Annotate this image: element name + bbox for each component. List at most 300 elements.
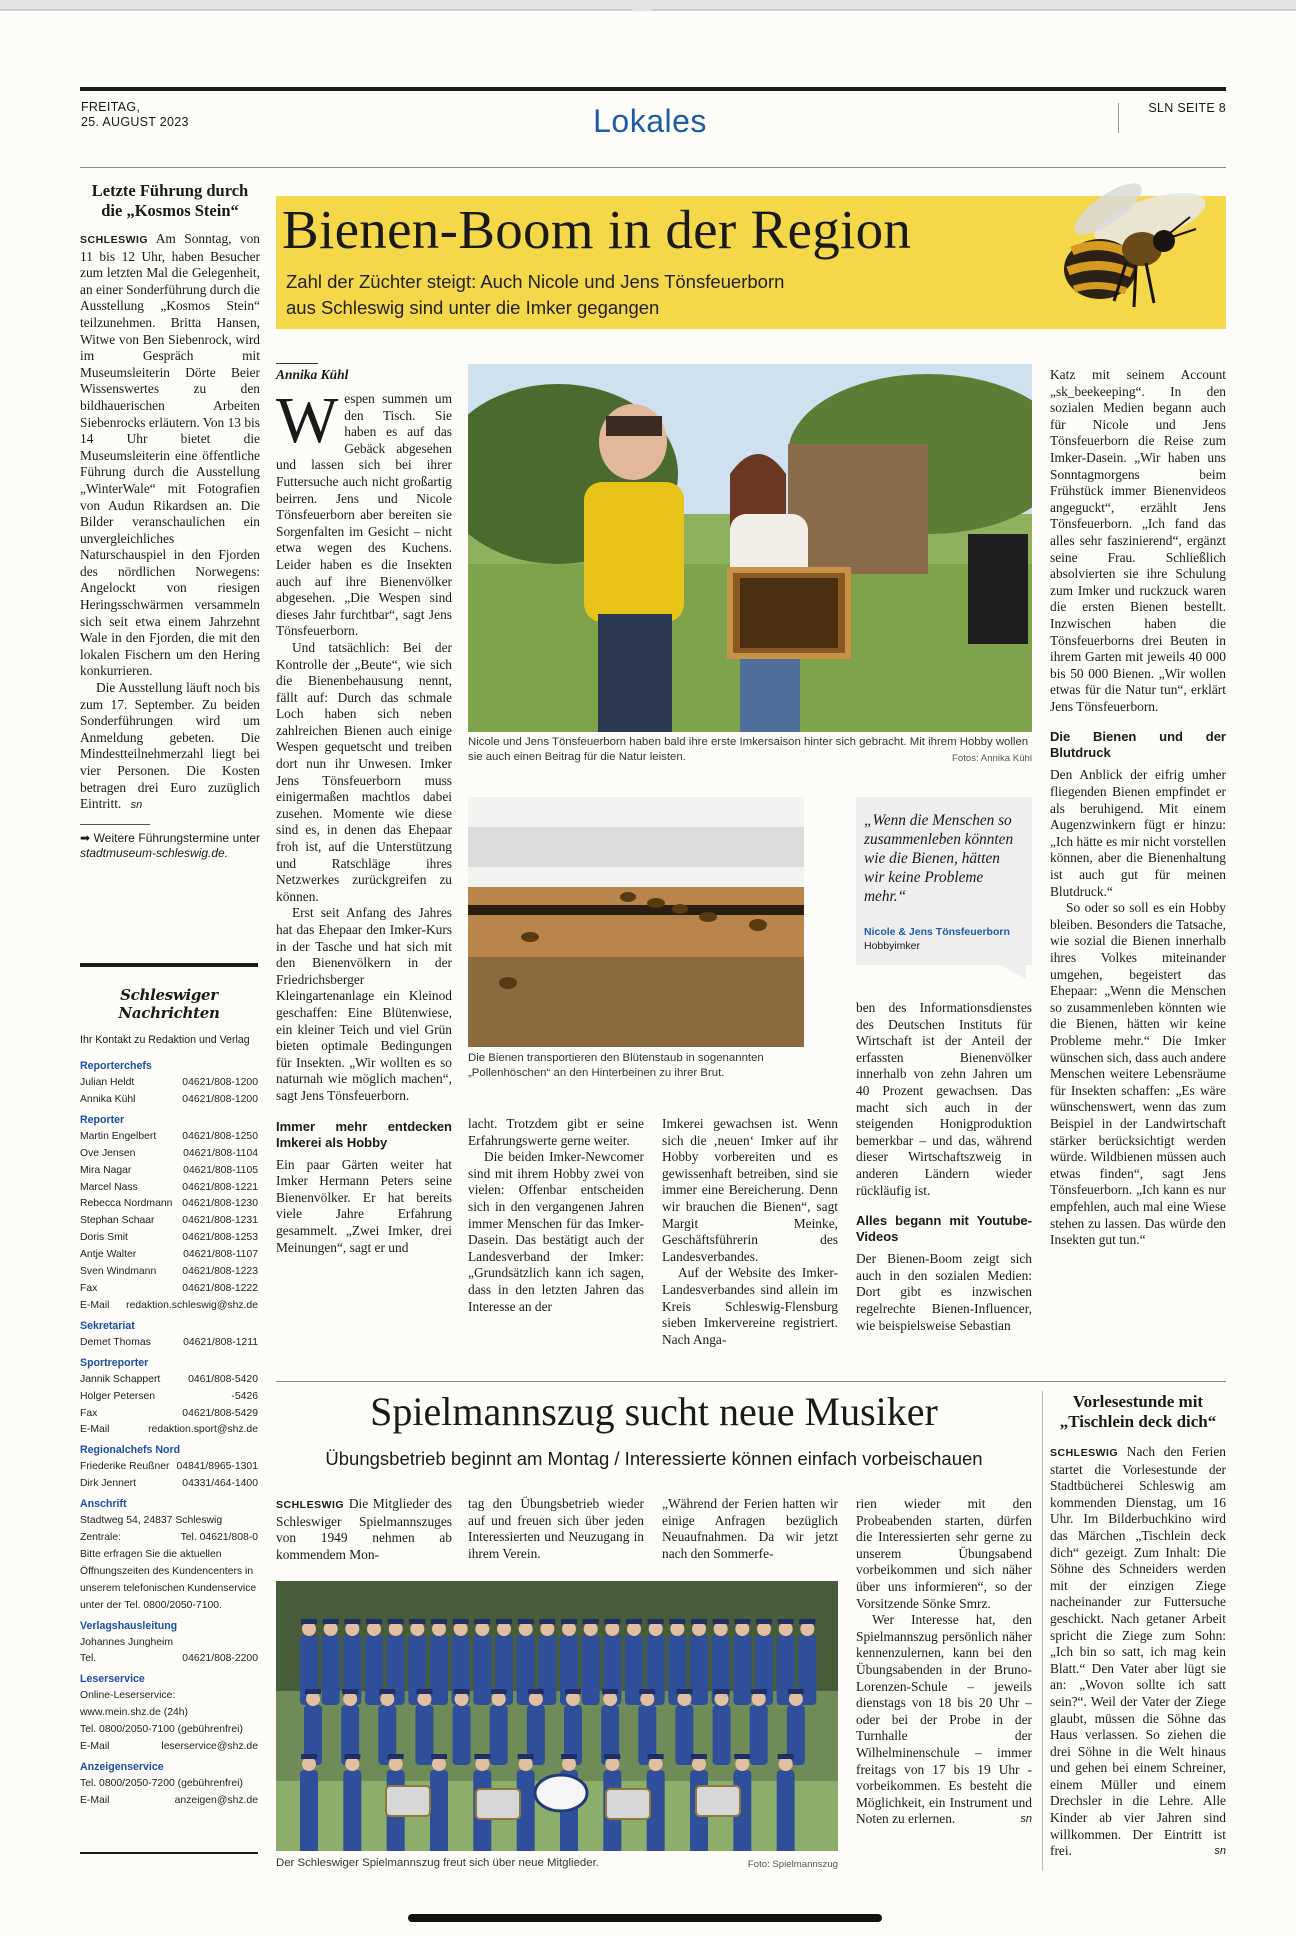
contact-note: Bitte erfragen Sie die aktuellen Öffnungszeiten des Kundencenters in unserem telefonischen Kundenservice unter der Tel. 0800/2050-7100. [80, 1548, 257, 1611]
contact-heading: Regionalchefs Nord [80, 1444, 181, 1457]
band-member [733, 1635, 751, 1705]
band-member-cap [691, 1754, 707, 1759]
band-member-cap [344, 1754, 360, 1759]
bee-col-3 [662, 1116, 838, 1348]
read-article-signature: sn [1214, 1845, 1226, 1858]
contact-name: Ove Jensen [80, 1147, 136, 1159]
contact-value: 04621/808-1222 [182, 1282, 258, 1294]
band-member-head [417, 1692, 431, 1706]
band-member-head [640, 1692, 654, 1706]
band-member [582, 1635, 600, 1705]
contact-value: 04621/808-1221 [182, 1181, 258, 1193]
bee-col5-p1: Katz mit seinem Account „sk_beekeeping“. In den sozialen Medien begann auch für Nicole und Jens Tönsfeuerborn die Reise zum Imker-Dasein. „Wir haben uns Sonntagmorgens beim Frühstück immer Bienenvideos angeguckt“, erzählt Jens Tönsfeuerborn. „Ich fand das alles sehr faszinierend“, ergänzt seine Frau. Schließlich absolvierten sie ihre Schulung zum Imker und ruckzuck waren die ersten Bienen bestellt. Inzwischen haben die Tönsfeuerborns drei Beuten in ihrem Garten mit jeweils 40 000 bis 50 000 Bienen. „Wir wollen etwas für die Natur tun“, erklärt Jens Tönsfeuerborn. [1050, 367, 1226, 714]
read-article-body [1050, 1444, 1226, 1860]
bee-dropcap: W [276, 384, 339, 457]
band-member-head [677, 1692, 691, 1706]
bee-col1-p2: Und tatsächlich: Bei der Kontrolle der „Beute“, wie sich die Bienenbehausung nennt, fällt auf: Durch das schmale Loch haben sich neben zahlreichen Bienen auch einige Wespen gequetscht und treiben dort nun ihr Unwesen. Imker Jens Tönsfeuerborn muss einigermaßen machtlos dabei zusehen. Momente wie diese sind es, in denen das Ehepaar froh ist, auf die Unterstützung und Ratschläge ihres Netzwerkes zurückgreifen zu können. [276, 639, 452, 904]
contact-heading: Leserservice [80, 1673, 145, 1686]
band-member [453, 1705, 471, 1765]
band-member [777, 1770, 795, 1851]
contact-value: leserservice@shz.de [161, 1741, 258, 1753]
left-note-link[interactable]: stadtmuseum-schleswig.de. [80, 845, 229, 860]
contact-name: Dirk Jennert [80, 1478, 137, 1490]
header-date-text: 25. AUGUST 2023 [81, 115, 189, 129]
band-member-cap [474, 1619, 490, 1624]
page-number: SLN SEITE 8 [1148, 101, 1226, 115]
band-member-head [584, 1622, 598, 1636]
band-member-head [455, 1692, 469, 1706]
band-member-cap [323, 1619, 339, 1624]
contact-name: Fax [80, 1407, 98, 1419]
author-rule [276, 363, 318, 364]
band-member-cap [714, 1689, 730, 1694]
contact-top-rule [80, 963, 258, 967]
contact-row [80, 1230, 258, 1247]
quote-author: Nicole & Jens Tönsfeuerborn [864, 926, 1010, 938]
contact-row [80, 1163, 258, 1180]
contact-name: Holger Petersen [80, 1390, 156, 1402]
band-member-cap [453, 1619, 469, 1624]
photo-beekeepers [468, 364, 1032, 732]
contact-value: 04621/808-1211 [183, 1336, 258, 1348]
section-title: Lokales [593, 103, 707, 139]
bee-headline: Bienen-Boom in der Region [282, 199, 912, 260]
band-member-head [800, 1622, 814, 1636]
band-member-cap [676, 1689, 692, 1694]
contact-name: Jannik Schappert [80, 1373, 161, 1385]
band-member-head [454, 1622, 468, 1636]
band-member-head [605, 1757, 619, 1771]
contact-value: 04621/808-1107 [183, 1249, 258, 1261]
contact-name: Fax [80, 1282, 98, 1294]
band-member-head [410, 1622, 424, 1636]
band-member-cap [734, 1754, 750, 1759]
band-member-head [475, 1757, 489, 1771]
band-member-cap [431, 1754, 447, 1759]
contact-name: Marcel Nass [80, 1181, 138, 1193]
contact-row [80, 1075, 258, 1092]
contact-name: Martin Engelbert [80, 1130, 157, 1142]
contact-value: 04621/808-1200 [182, 1093, 258, 1105]
left-article-location: SCHLESWIG [80, 234, 149, 246]
band-member-head [566, 1692, 580, 1706]
band-member [415, 1705, 433, 1765]
contact-name: Julian Heldt [80, 1077, 135, 1088]
band-member-head [475, 1622, 489, 1636]
contact-row [80, 1406, 258, 1423]
photo-hive-bees [468, 797, 804, 1047]
band-member-head [649, 1757, 663, 1771]
band-member [750, 1705, 768, 1765]
contact-row [80, 1281, 258, 1298]
band-member-cap [648, 1619, 664, 1624]
band-photo-caption-text: Der Schleswiger Spielmannszug freut sich über neue Mitglieder. [276, 1857, 599, 1869]
contact-name: Stadtweg 54, 24837 Schleswig [80, 1515, 223, 1527]
band-member-cap [305, 1689, 321, 1694]
band-member-cap [342, 1689, 358, 1694]
band-member [473, 1635, 491, 1705]
arrow-right-icon: ➡ [80, 830, 91, 845]
read-article [1050, 1392, 1226, 1860]
band-member-head [324, 1622, 338, 1636]
band-member-cap [669, 1619, 685, 1624]
band-member-cap [409, 1619, 425, 1624]
band-member-head [670, 1622, 684, 1636]
band-member-cap [454, 1689, 470, 1694]
contact-row [80, 1092, 258, 1109]
contact-name: Tel. [80, 1653, 97, 1665]
band-member-head [306, 1692, 320, 1706]
read-article-title: Vorlesestunde mit „Tischlein deck dich“ [1059, 1392, 1217, 1431]
band-member-head [603, 1692, 617, 1706]
photo1-caption [468, 735, 1032, 766]
left-article-note [80, 831, 260, 861]
quote-role: Hobbyimker [864, 940, 921, 952]
left-article-p2-wrap [80, 680, 260, 814]
contact-row [80, 1739, 258, 1756]
band-member-cap [778, 1619, 794, 1624]
bee-col3-p2: Auf der Website des Imker-Landesverbandes sind allein im Kreis Schleswig-Flensburg sieben Imkervereine registriert. Nach Anga- [662, 1265, 838, 1347]
band-member-head [529, 1692, 543, 1706]
contact-name: Johannes Jungheim [80, 1636, 174, 1648]
band-member-cap [648, 1754, 664, 1759]
band-member-head [789, 1692, 803, 1706]
band-photo-credit: Foto: Spielmannszug [747, 1859, 838, 1870]
contact-value: 04621/808-1105 [183, 1164, 258, 1176]
band-member-head [492, 1692, 506, 1706]
bee-col2-p1: lacht. Trotzdem gibt er seine Erfahrungswerte gerne weiter. [468, 1116, 644, 1148]
band-member-cap [301, 1754, 317, 1759]
band-member-head [752, 1692, 766, 1706]
band-member-head [735, 1757, 749, 1771]
contact-row [80, 1247, 258, 1264]
bee-subhead-youtube: Alles begann mit Youtube-Videos [856, 1213, 1032, 1245]
bee-subheadline-line2: aus Schleswig sind unter die Imker gegangen [286, 297, 660, 318]
band-col1-text: Die Mitglieder des Schleswiger Spielmannszuges von 1949 nehmen ab kommendem Mon- [276, 1496, 452, 1562]
newspaper-page [0, 11, 1296, 1936]
band-member [322, 1635, 340, 1705]
contact-row [80, 1180, 258, 1197]
contact-row [80, 1776, 258, 1793]
band-member-head [497, 1622, 511, 1636]
band-member-head [562, 1757, 576, 1771]
band-member-cap [734, 1619, 750, 1624]
band-member [343, 1770, 361, 1851]
left-article-p2: Die Ausstellung läuft noch bis zum 17. September. Zu beiden Sonderführungen wird um Anmeldung gebeten. Die Mindestteilnehmerzahl liegt bei vier Personen. Die Kosten betragen drei Euro zuzüglich Eintritt. [80, 680, 260, 812]
contact-row [80, 1722, 258, 1739]
contact-row [80, 1422, 258, 1439]
quote-text: „Wenn die Menschen so zusammenleben könnten wie die Bienen, hätten wir keine Probleme mehr.“ [864, 812, 1014, 905]
header-date [81, 100, 189, 130]
contact-name: Stephan Schaar [80, 1215, 155, 1227]
band-member-cap [788, 1689, 804, 1694]
band-member-cap [528, 1689, 544, 1694]
bee-col1-lead [276, 384, 452, 640]
contact-row [80, 1389, 258, 1406]
band-member-head [692, 1622, 706, 1636]
bee-illustration [1030, 179, 1226, 329]
contact-name: E-Mail [80, 1741, 110, 1753]
contact-row [80, 1688, 258, 1705]
header-top-rule [80, 87, 1226, 91]
contact-row [80, 1298, 258, 1315]
band-member [430, 1770, 448, 1851]
header-day: FREITAG, [81, 100, 141, 114]
contact-box [80, 986, 258, 1810]
band-member-cap [474, 1754, 490, 1759]
contact-row [80, 1513, 258, 1530]
lower-section-rule [276, 1381, 1226, 1382]
contact-row [80, 1146, 258, 1163]
photo1-caption-text: Nicole und Jens Tönsfeuerborn haben bald ihre erste Imkersaison hinter sich gebracht. Mit ihrem Hobby wollen sie auch einen Beitrag für die Natur leisten. [468, 736, 1029, 763]
contact-value: redaktion.sport@shz.de [148, 1424, 258, 1436]
photo1-credit: Fotos: Annika Kühl [952, 752, 1032, 764]
band-member [690, 1635, 708, 1705]
band-member-cap [379, 1689, 395, 1694]
contact-value: 04621/808-1230 [182, 1198, 258, 1210]
band-subheadline: Übungsbetrieb beginnt am Montag / Interessierte können einfach vorbeischauen [325, 1448, 983, 1469]
left-article-p1: Am Sonntag, von 11 bis 12 Uhr, haben Besucher zum letzten Mal die Gelegenheit, an einer Sonderführung durch die Ausstellung „Kosmos Stein“ teilzunehmen. Britta Hansen, Witwe von Ben Siebenrock, wird im Gespräch mit Museumsleiterin Dörte Beier Wissenswertes zu den bildhauerischen Arbeiten Siebenrocks erläutern. Von 13 bis 14 Uhr bietet die Museumsleiterin eine öffentliche Führung durch die Ausstellung „WinterWale“ mit Fotografien von Audun Rikardsen an. Die Bilder veranschaulichen ein unvergleichliches Naturschauspiel in den Fjorden des nördlichen Norwegens: Angelockt von riesigen Heringsschwärmen versammeln sich seit etwa einem Jahrzehnt Wale in den Fjorden, die mit den lokalen Fischern um den Hering konkurrieren. [80, 231, 260, 679]
contact-value: 04621/808-1200 [182, 1077, 258, 1088]
photo-marching-band [276, 1581, 838, 1851]
band-member-cap [583, 1619, 599, 1624]
band-member-head [432, 1622, 446, 1636]
contact-name: Rebecca Nordmann [80, 1198, 173, 1210]
contact-name: Online-Leserservice: [80, 1690, 176, 1702]
band-member [625, 1635, 643, 1705]
band-member-head [432, 1757, 446, 1771]
bee-subheadline-line1: Zahl der Züchter steigt: Auch Nicole und Jens Tönsfeuerborn [286, 271, 785, 292]
band-member-head [367, 1622, 381, 1636]
bee-subheadline [286, 269, 784, 321]
contact-heading: Verlagshausleitung [80, 1619, 178, 1632]
left-article-signature: sn [130, 799, 143, 812]
contact-name: Antje Walter [80, 1249, 137, 1261]
band-col-1 [276, 1496, 452, 1563]
band-member-cap [388, 1754, 404, 1759]
band-signature: sn [1020, 1813, 1032, 1826]
band-member-head [627, 1622, 641, 1636]
contact-bottom-rule [80, 1852, 258, 1854]
band-col4-p1: rien wieder mit den Probeabenden starten, dürfen die Interessierten sehr gerne zu unserem Übungsabend vorbeikommen und sich näher über uns informieren“, so der Vorsitzende Sönke Smrz. [856, 1496, 1032, 1611]
band-member-cap [778, 1754, 794, 1759]
bee-col4-p1: ben des Informationsdienstes des Deutschen Instituts für Wirtschaft ist der Anteil der erfassten Bienenvölker innerhalb von zehn Jahren um 40 Prozent gewachsen. Das macht sich auch in der steigenden Honigproduktion bemerkbar – und das, während dieser Wirtschaftszweig in anderen Ländern wieder rückläufig ist. [856, 1000, 1032, 1198]
band-location: SCHLESWIG [276, 1499, 345, 1511]
band-member-cap [751, 1689, 767, 1694]
band-member-head [380, 1692, 394, 1706]
band-member-head [605, 1622, 619, 1636]
contact-name: Tel. 0800/2050-7100 (gebührenfrei) [80, 1724, 243, 1736]
band-member-cap [561, 1754, 577, 1759]
contact-value: anzeigen@shz.de [174, 1794, 258, 1806]
contact-value: 04621/808-1223 [182, 1266, 258, 1278]
band-member-cap [518, 1754, 534, 1759]
photo2-caption: Die Bienen transportieren den Blütenstaub in sogenannten „Pollenhöschen“ an den Hinterbeinen zu ihrer Brut. [468, 1052, 764, 1079]
band-member-head [779, 1757, 793, 1771]
contact-row [80, 1213, 258, 1230]
contact-value: Tel. 04621/808-0 [180, 1532, 258, 1544]
contact-name: Zentrale: [80, 1532, 122, 1544]
bee-col5-p3: So oder so soll es ein Hobby bleiben. Besonders die Tatsache, wie sozial die Bienen innerhalb ihres Volkes miteinander umgehen, begeistert das Ehepaar: „Wenn die Menschen so zusammenleben könnten wie die Bienen, hätten wir keine Probleme mehr.“ Die Imker wünschen sich, dass auch andere Menschen weitere Lebensräume für Insekten schaffen: „Es wäre wünschenswert, wenn das zum Beispiel in der Landwirtschaft stärker berücksichtigt werden würde. Wildbienen müssen auch etwas finden“, sagt Jens Tönsfeuerborn. „Ich kann es nur empfehlen, auch mal eine Wiese stehen zu lassen. Das würde den Insekten gut tun.“ [1050, 900, 1226, 1248]
band-member [490, 1705, 508, 1765]
contact-name: Sven Windmann [80, 1266, 157, 1278]
band-member [300, 1770, 318, 1851]
contact-name: Demet Thomas [80, 1336, 151, 1348]
band-member-head [345, 1757, 359, 1771]
contact-name: Annika Kühl [80, 1093, 136, 1105]
band-member-cap [416, 1689, 432, 1694]
contact-row [80, 1129, 258, 1146]
band-member-head [714, 1622, 728, 1636]
band-member-cap [388, 1619, 404, 1624]
read-article-location: SCHLESWIG [1050, 1447, 1119, 1459]
band-col4-p2: Wer Interesse hat, den Spielmannszug persönlich näher kennenzulernen, kann bei den Übungsabenden in der Bruno-Lorenzen-Schule – jeweils dienstags von 18 bis 20 Uhr – oder bei der Probe in der Turnhalle der Wilhelminenschule – immer freitags von 17 bis 19 Uhr - vorbeikommen. Es besteht die Möglichkeit, ein Instrument und Noten zu erlernen. [856, 1612, 1032, 1827]
band-member-cap [518, 1619, 534, 1624]
contact-value: 04621/808-5429 [182, 1407, 258, 1419]
band-member-cap [301, 1619, 317, 1624]
home-indicator[interactable] [408, 1914, 882, 1922]
contact-row [80, 1335, 258, 1352]
band-member-head [779, 1622, 793, 1636]
contact-name: E-Mail [80, 1794, 110, 1806]
band-member-cap [604, 1754, 620, 1759]
bee-col5-p2: Den Anblick der eifrig umher fliegenden Bienen empfindet er als beruhigend. Mit einem Augenzwinkern fügt er hinzu: „Ich hätte es mir nicht vorstellen können, aber die Bienenhaltung ist auch gut für meinen Blutdruck.“ [1050, 767, 1226, 899]
bee-col1-p4: Ein paar Gärten weiter hat Imker Hermann Peters seine Bienenvölker. Er hat bereits viele Jahre Erfahrung gesammelt. „Zwei Imker, drei Meinungen“, sagt er und [276, 1156, 452, 1255]
band-col-3: „Während der Ferien hatten wir einige Anfragen bezüglich Neuaufnahmen. Da wir jetzt nach den Sommerfe- [662, 1496, 838, 1561]
bee-col2-p2: Die beiden Imker-Newcomer sind mit ihrem Hobby zwei von vielen: Offenbar entscheiden sich in den vergangenen Jahren immer Menschen für das Imker-Dasein. Das bestätigt auch der Landesverband der Imker: „Grundsätzlich kann ich sagen, dass in den letzten Jahren das Interesse an der [468, 1149, 644, 1314]
band-member-head [389, 1622, 403, 1636]
contact-value: 04841/8965-1301 [176, 1461, 258, 1473]
contact-value: redaktion.schleswig@shz.de [126, 1299, 258, 1311]
contact-value: -5426 [231, 1390, 258, 1402]
bee-col1-p3: Erst seit Anfang des Jahres hat das Ehepaar den Imker-Kurs in der Tasche und hat sich mit den Bienenvölkern in der Friedrichsberger Kleingartenanlage ein Kleinod geschaffen: Eine Blütenwiese, ein kleiner Teich und viel Grün bieten optimale Bedingungen für Insekten. „Wir wollten es so naturnah wie möglich machen“, sagt Jens Tönsfeuerborn. [276, 905, 452, 1103]
contact-value: 04621/808-1104 [183, 1147, 258, 1159]
contact-value: 04621/808-1250 [182, 1130, 258, 1142]
band-member-head [692, 1757, 706, 1771]
band-photo-caption [276, 1856, 838, 1873]
contact-value: 0461/808-5420 [188, 1373, 258, 1385]
contact-heading: Reporter [80, 1113, 125, 1126]
band-member-head [715, 1692, 729, 1706]
left-article-title: Letzte Führung durch die „Kosmos Stein“ [91, 181, 249, 220]
band-member-head [389, 1757, 403, 1771]
contact-heading: Reporterchefs [80, 1060, 152, 1072]
bee-subhead-blood: Die Bienen und der Blutdruck [1050, 729, 1226, 761]
quote-tail [1000, 965, 1026, 979]
band-member-cap [639, 1689, 655, 1694]
contact-value: 04331/464-1400 [182, 1478, 258, 1490]
band-member-cap [344, 1619, 360, 1624]
contact-row [80, 1196, 258, 1213]
contact-row [80, 1635, 258, 1652]
band-member-head [519, 1622, 533, 1636]
contact-row [80, 1530, 258, 1547]
contact-row [80, 1459, 258, 1476]
band-member [430, 1635, 448, 1705]
bee-col-2 [468, 1116, 644, 1315]
bee-col4-p2: Der Bienen-Boom zeigt sich auch in den sozialen Medien: Dort gibt es inzwischen regelrechte Bienen-Influencer, wie beispielsweise Sebastian [856, 1251, 1032, 1333]
read-article-divider [1042, 1391, 1043, 1871]
band-member-head [562, 1622, 576, 1636]
contact-row [80, 1651, 258, 1668]
contact-value: 04621/808-1231 [182, 1215, 258, 1227]
band-member-head [757, 1622, 771, 1636]
band-member-head [345, 1622, 359, 1636]
bee-col-5 [1050, 367, 1226, 1249]
contact-name: Tel. 0800/2050-7200 (gebührenfrei) [80, 1778, 243, 1789]
bee-col1-lead-text: espen summen um den Tisch. Sie haben es auf das Gebäck abgesehen und lassen sich bei ihrer Futtersuche auch nicht großartig beirren. Jens und Nicole Tönsfeuerborn aber bereiten sie Sorgenfalten im Gesicht – nicht etwa wegen des Kuchens. Leider haben es die Insekten auch auf ihre Bienenvölker abgesehen. „Die Wespen sind dieses Jahr furchtbar“, sagt Jens Tönsfeuerborn. [276, 391, 452, 639]
contact-row [80, 1372, 258, 1389]
band-member-cap [496, 1619, 512, 1624]
band-member-head [343, 1692, 357, 1706]
contact-heading: Sportreporter [80, 1356, 149, 1369]
contact-name: Friederike Reußner [80, 1461, 170, 1473]
band-member-cap [366, 1619, 382, 1624]
bee-author: Annika Kühl [276, 367, 349, 382]
bee-col-4 [856, 1000, 1032, 1334]
contact-name: E-Mail [80, 1424, 110, 1436]
band-col-2: tag den Übungsbetrieb wieder auf und freuen sich über jeden Interessierten und Neuzugang in ihrem Verein. [468, 1496, 644, 1561]
contact-heading: Sekretariat [80, 1319, 135, 1332]
band-member-cap [626, 1619, 642, 1624]
band-member-cap [565, 1689, 581, 1694]
contact-heading: Anzeigenservice [80, 1761, 164, 1773]
band-member-cap [713, 1619, 729, 1624]
band-member-cap [799, 1619, 815, 1624]
masthead-logo: Schleswiger Nachrichten [118, 986, 220, 1022]
band-member-head [302, 1622, 316, 1636]
band-member [713, 1705, 731, 1765]
band-member-head [649, 1622, 663, 1636]
contact-value: 04621/808-2200 [182, 1653, 258, 1665]
bee-col3-p1: Imkerei gewachsen ist. Wenn sich die ‚neuen‘ Imker auf ihr Hobby vorbereiten und es gewissenhaft betreiben, sind sie immer eine Bereicherung. Denn wir brauchen die Bienen“, sagt Margit Meinke, Geschäftsführerin des Landesverbandes. [662, 1116, 838, 1264]
contact-groups [80, 1058, 258, 1810]
band-headline: Spielmannszug sucht neue Musiker [370, 1389, 938, 1434]
band-member-cap [602, 1689, 618, 1694]
band-member-cap [604, 1619, 620, 1624]
band-member-cap [539, 1619, 555, 1624]
band-member-head [519, 1757, 533, 1771]
contact-name: Mira Nagar [80, 1164, 132, 1176]
band-member-head [302, 1757, 316, 1771]
bee-subhead-hobby: Immer mehr entdecken Imkerei als Hobby [276, 1118, 452, 1150]
band-member-cap [756, 1619, 772, 1624]
read-article-text: Nach den Ferien startet die Vorlesestunde der Stadtbücherei Schleswig am kommenden Dienstag, um 16 Uhr. Im Bilderbuchkino wird das Märchen „Tischlein deck dich“ gezeigt. Zum Inhalt: Die Söhne des Schneiders werden mit der einzigen Ziege nacheinander zur Futtersuche geschickt. Nach getaner Arbeit spricht die Ziege zum Sohn: „Ich bin so satt, ich mag kein Blatt.“ Den Vater aber lügt sie an: „Wovon sollte ich satt sein?“. Weil der Vater der Ziege glaubt, müssen die Söhne das Haus verlassen. So ziehen die drei Söhne in die Welt hinaus und gehen bei einem Schreiner, einem Müller und einem Drechsler in die Lehre. Alle Kinder ab vier Jahren sind willkommen. Der Eintritt ist frei. [1050, 1444, 1226, 1859]
contact-name: www.mein.shz.de (24h) [80, 1707, 188, 1719]
band-member-cap [431, 1619, 447, 1624]
contact-value: 04621/808-1253 [182, 1232, 258, 1244]
left-article-body [80, 231, 260, 680]
left-note-text: Weitere Führungstermine unter [93, 830, 261, 845]
contact-row [80, 1705, 258, 1722]
contact-subtitle: Ihr Kontakt zu Redaktion und Verlag [80, 1034, 250, 1046]
contact-name: E-Mail [80, 1299, 110, 1311]
band-member-cap [491, 1689, 507, 1694]
contact-row [80, 1476, 258, 1493]
contact-name: Doris Smit [80, 1232, 128, 1244]
band-col-4 [856, 1496, 1032, 1828]
header-bottom-rule [80, 167, 1226, 168]
contact-row [80, 1264, 258, 1281]
contact-row [80, 1793, 258, 1810]
band-member [675, 1705, 693, 1765]
bee-col-1 [276, 384, 452, 1256]
header-divider [1118, 103, 1119, 133]
band-member [365, 1635, 383, 1705]
band-member-cap [561, 1619, 577, 1624]
band-member-cap [691, 1619, 707, 1624]
band-member-head [540, 1622, 554, 1636]
